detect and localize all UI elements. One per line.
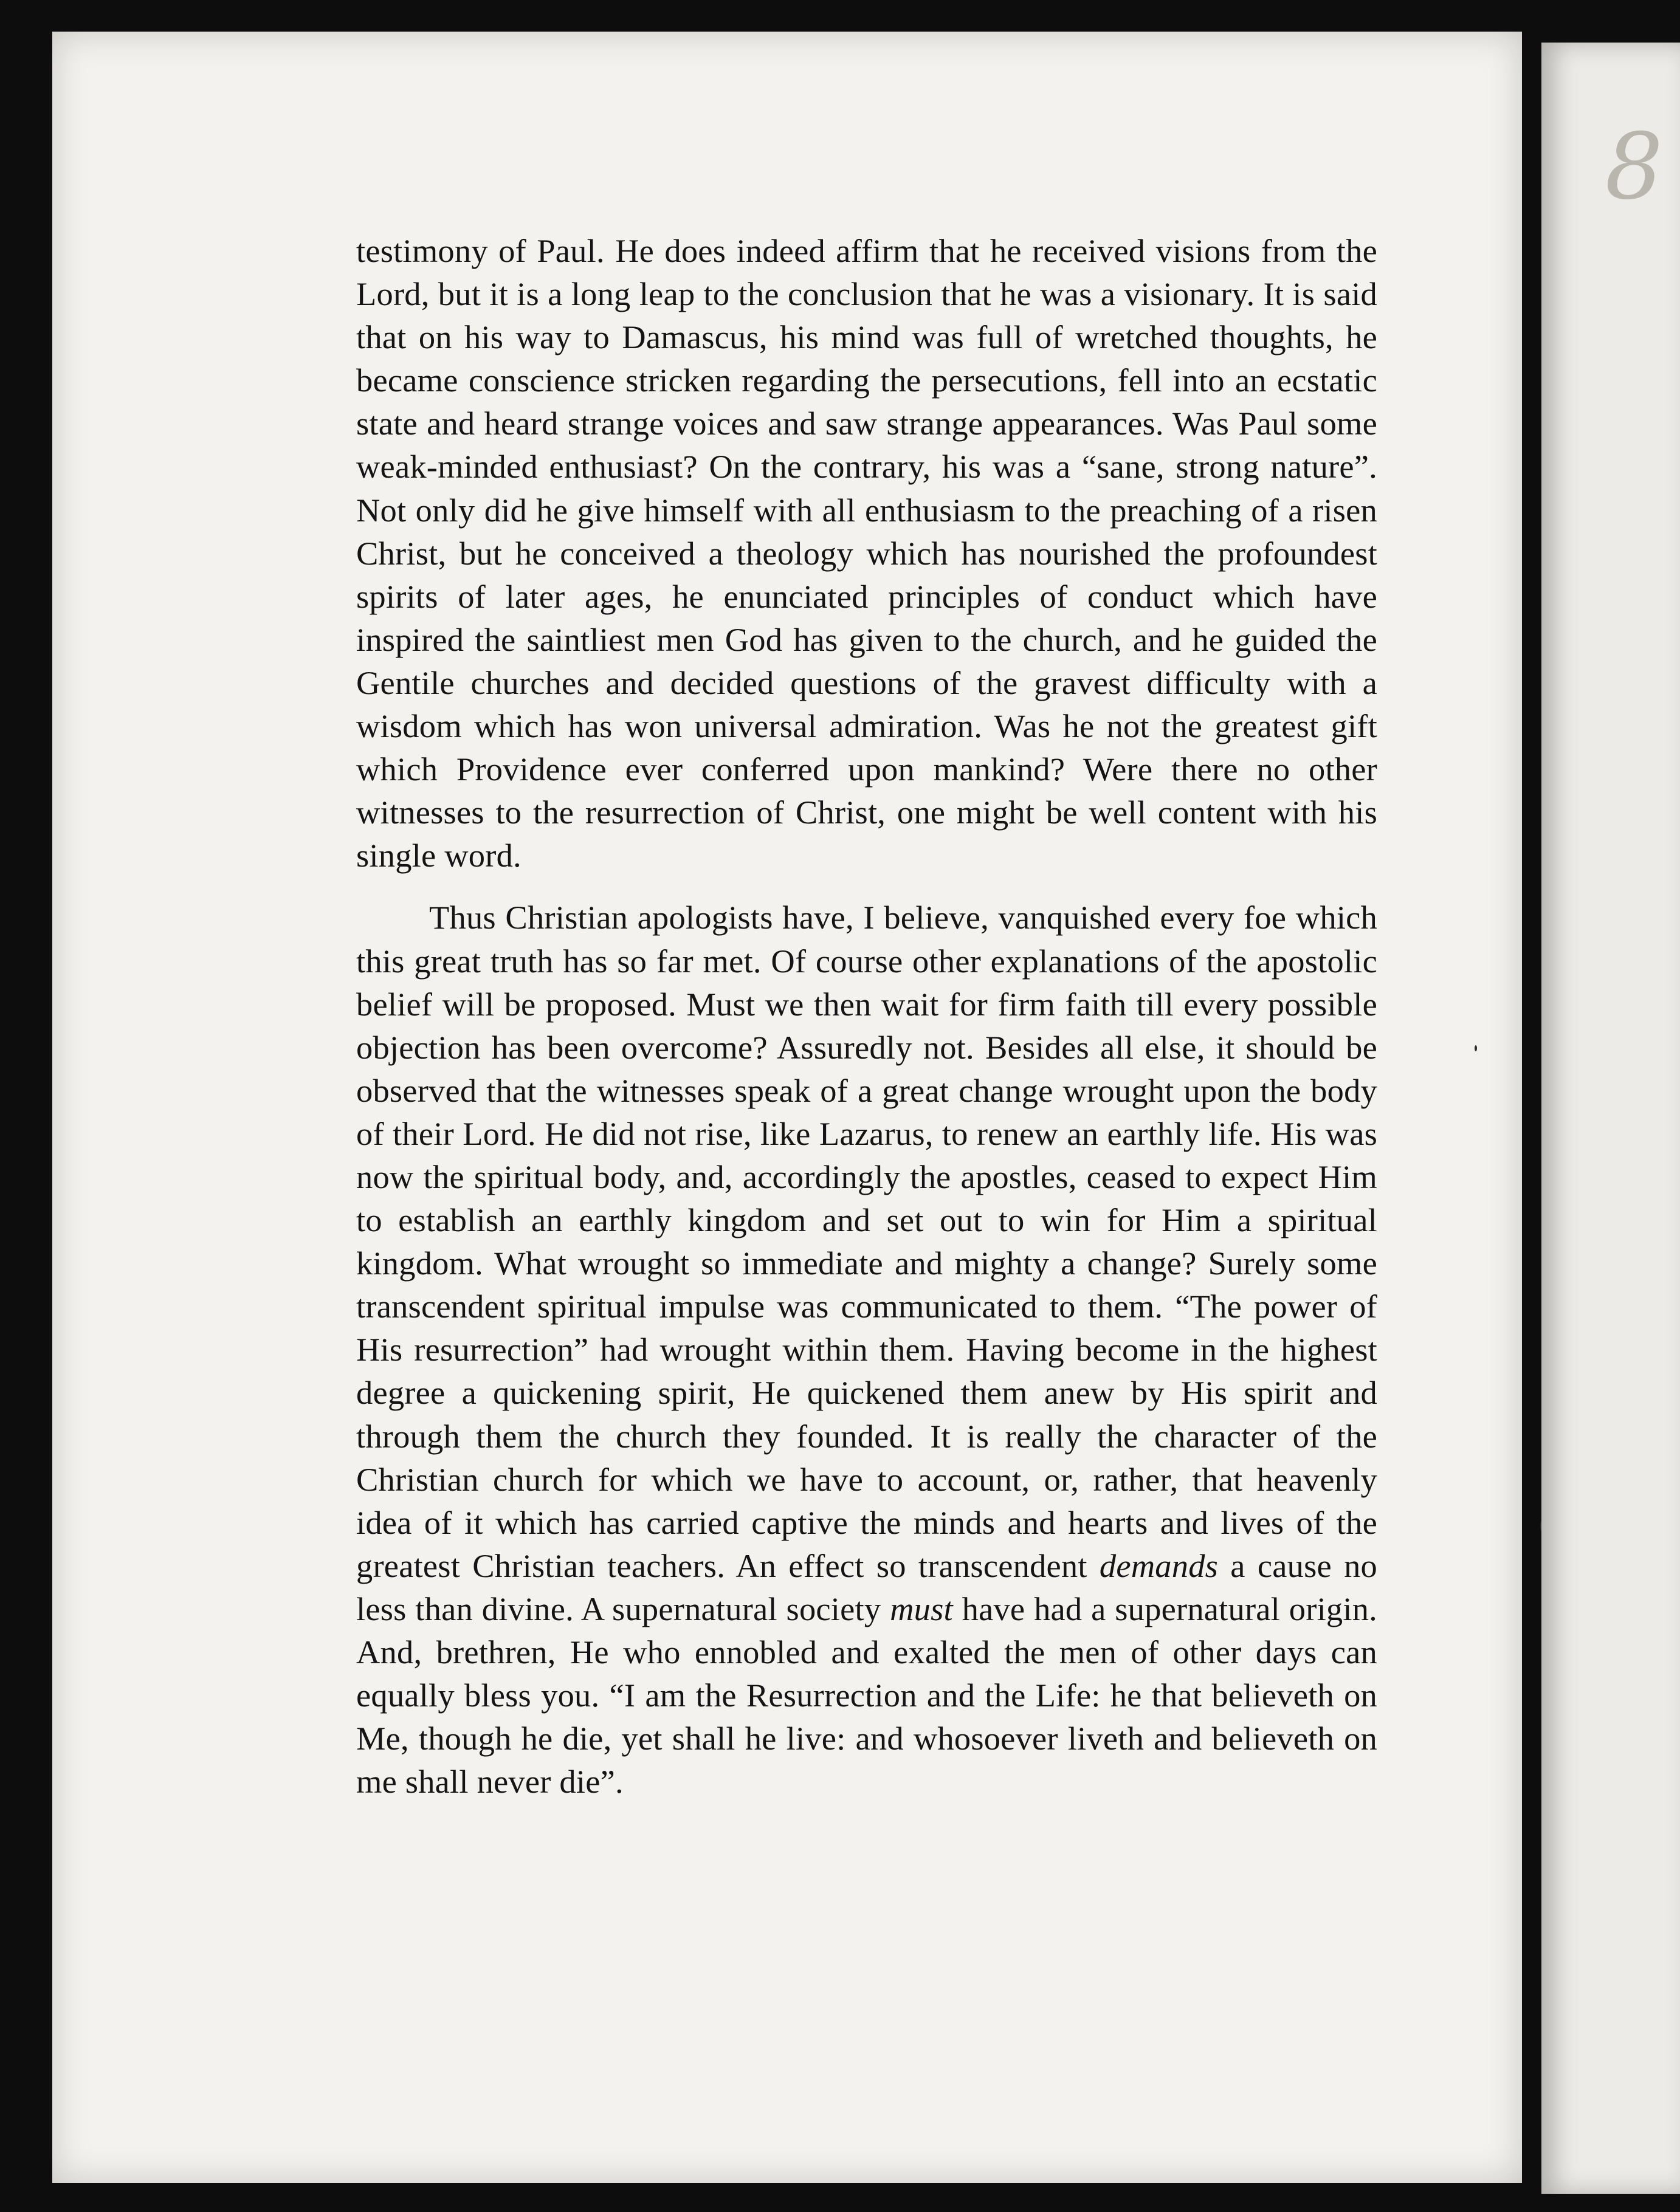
emphasis-must: must (890, 1590, 953, 1627)
body-text (356, 229, 1377, 1803)
adjacent-page-edge (1541, 43, 1680, 2194)
scanned-page (52, 32, 1522, 2183)
emphasis-demands: demands (1099, 1547, 1219, 1584)
paragraph-2 (356, 896, 1377, 1803)
paragraph-2-ending: have had a supernatural origin. And, brethren, He who ennobled and exalted the men of other days can equally bless you. “I am the Resurrection and the Life: he that believeth on Me, though he die, yet shall he live: and whosoever liveth and believeth on me shall never die”. (356, 1590, 1377, 1801)
paragraph-1: testimony of Paul. He does indeed affirm that he received visions from the Lord, but it is a long leap to the conclusion that he was a visionary. It is said that on his way to Damascus, his mind was full of wretched thoughts, he became conscience stricken regarding the persecutions, fell into an ecstatic state and heard strange voices and saw strange appearances. Was Paul some weak-minded enthusiast? On the contrary, his was a “sane, strong nature”. Not only did he give himself with all enthusiasm to the preaching of a risen Christ, but he conceived a theology which has nourished the profoundest spirits of later ages, he enunciated principles of conduct which have inspired the saintliest men God has given to the church, and he guided the Gentile churches and decided questions of the gravest difficulty with a wisdom which has won universal admiration. Was he not the greatest gift which Providence ever conferred upon mankind? Were there no other witnesses to the resurrection of Christ, one might be well content with his single word. (356, 232, 1377, 874)
paragraph-2-middle: a cause no less than divine. A supernatural society (356, 1547, 1377, 1627)
scan-speck (1475, 1045, 1477, 1051)
folio-mark: 8 (1605, 114, 1663, 220)
paragraph-2-text: Thus Christian apologists have, I believe, vanquished every foe which this great truth has so far met. Of course other explanations of the apostolic belief will be proposed. Must we then wait for firm faith till every possible objection has been overcome? Assuredly not. Besides all else, it should be observed that the witnesses speak of a great change wrought upon the body of their Lord. He did not rise, like Lazarus, to renew an earthly life. His was now the spiritual body, and, accordingly the apostles, ceased to expect Him to establish an earthly kingdom and set out to win for Him a spiritual kingdom. What wrought so immediate and mighty a change? Surely some transcendent spiritual impulse was communicated to them. “The power of His resurrection” had wrought within them. Having become in the highest degree a quickening spirit, He quickened them anew by His spirit and through them the church they founded. It is really the character of the Christian church for which we have to account, or, rather, that heavenly idea of it which has carried captive the minds and hearts and lives of the greatest Christian teachers. An effect so transcendent (356, 899, 1377, 1584)
